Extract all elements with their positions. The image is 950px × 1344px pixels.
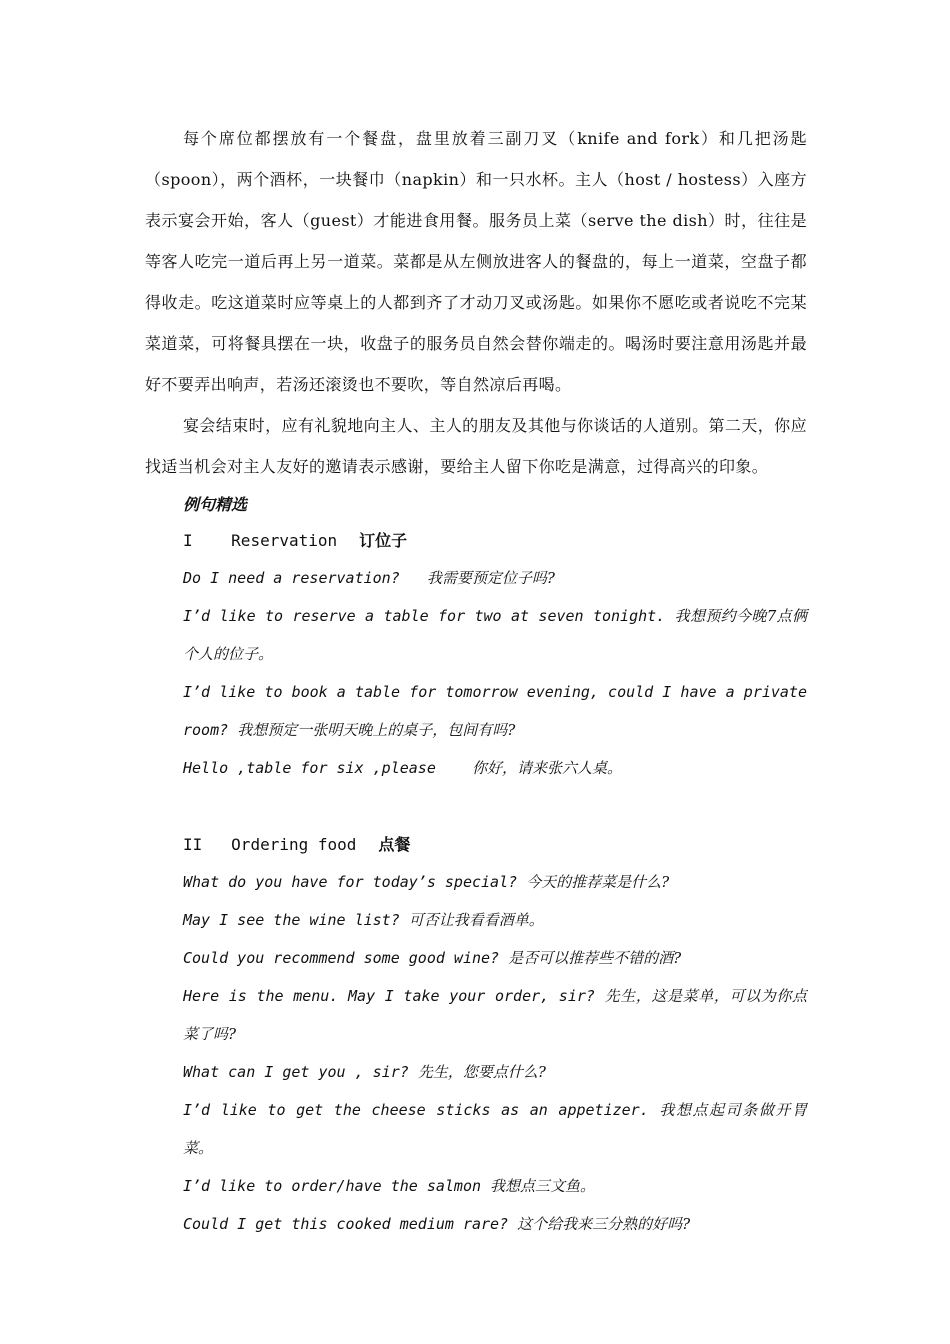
section-number: II — [183, 835, 203, 854]
example-en: Here is the menu. May I take your order, sir? — [183, 987, 595, 1005]
intro-paragraph-1: 每个席位都摆放有一个餐盘，盘里放着三副刀叉（knife and fork）和几把汤匙（spoon），两个酒杯，一块餐巾（napkin）和一只水杯。主人（host / hostess）入座方表示宴会开始，客人（guest）才能进食用餐。服务员上菜（serve the dish）时，往往是等客人吃完一道后再上另一道菜。菜都是从左侧放进客人的餐盘的，每上一道菜，空盘子都得收走。吃这道菜时应等桌上的人都到齐了才动刀叉或汤匙。如果你不愿吃或者说吃不完某菜道菜，可将餐具摆在一块，收盘子的服务员自然会替你端走的。喝汤时要注意用汤匙并最好不要弄出响声，若汤还滚烫也不要吹，等自然凉后再喝。 — [145, 129, 807, 394]
example-line — [145, 749, 807, 787]
example-line — [145, 1205, 807, 1243]
example-line — [145, 1167, 807, 1205]
example-en: Hello ,table for six ,please — [183, 759, 436, 777]
example-en: I’d like to order/have the salmon — [183, 1177, 482, 1195]
section-spacer — [145, 787, 807, 827]
section-title-en: Reservation — [231, 531, 338, 550]
example-zh: 我想预约今晚7点俩个人的位子。 — [183, 607, 807, 663]
example-zh: 我想预定一张明天晚上的桌子，包间有吗? — [237, 721, 516, 739]
section-title-zh: 订位子 — [359, 531, 408, 550]
example-en: Do I need a reservation? — [183, 569, 400, 587]
example-zh: 可否让我看看酒单。 — [408, 911, 544, 929]
example-line — [145, 977, 807, 1053]
section-heading-ordering-food — [145, 827, 807, 863]
example-zh: 我想点起司条做开胃菜。 — [183, 1101, 807, 1157]
example-line — [145, 673, 807, 749]
example-line — [145, 939, 807, 977]
example-en: I’d like to get the cheese sticks as an appetizer. — [183, 1101, 649, 1119]
example-zh: 今天的推荐菜是什么? — [526, 873, 670, 891]
example-en: Could I get this cooked medium rare? — [183, 1215, 509, 1233]
examples-title: 例句精选 — [183, 495, 248, 514]
section-title-en: Ordering food — [231, 835, 357, 854]
example-line — [145, 863, 807, 901]
section-number: I — [183, 531, 193, 550]
example-en: What can I get you , sir? — [183, 1063, 409, 1081]
intro-paragraph-2: 宴会结束时，应有礼貌地向主人、主人的朋友及其他与你谈话的人道别。第二天，你应找适当机会对主人友好的邀请表示感谢，要给主人留下你吃是满意，过得高兴的印象。 — [145, 416, 807, 476]
example-zh: 你好，请来张六人桌。 — [472, 759, 623, 777]
section-title-zh: 点餐 — [378, 835, 411, 854]
example-zh: 是否可以推荐些不错的酒? — [508, 949, 682, 967]
example-line — [145, 1053, 807, 1091]
example-line — [145, 597, 807, 673]
example-zh: 我想点三文鱼。 — [490, 1177, 596, 1195]
example-zh: 这个给我来三分熟的好吗? — [517, 1215, 691, 1233]
example-line — [145, 1091, 807, 1167]
example-en: What do you have for today’s special? — [183, 873, 518, 891]
example-line — [145, 901, 807, 939]
example-zh: 先生，这是菜单，可以为你点菜了吗? — [183, 987, 807, 1043]
section-heading-reservation — [145, 523, 807, 559]
example-en: Could you recommend some good wine? — [183, 949, 500, 967]
document-page — [145, 118, 807, 1243]
example-line — [145, 559, 807, 597]
example-en: I’d like to reserve a table for two at seven tonight. — [183, 607, 666, 625]
example-zh: 我需要预定位子吗? — [426, 569, 555, 587]
example-en: May I see the wine list? — [183, 911, 400, 929]
example-zh: 先生，您要点什么? — [417, 1063, 546, 1081]
example-en: I’d like to book a table for tomorrow evening, could I have a private room? — [183, 683, 807, 739]
